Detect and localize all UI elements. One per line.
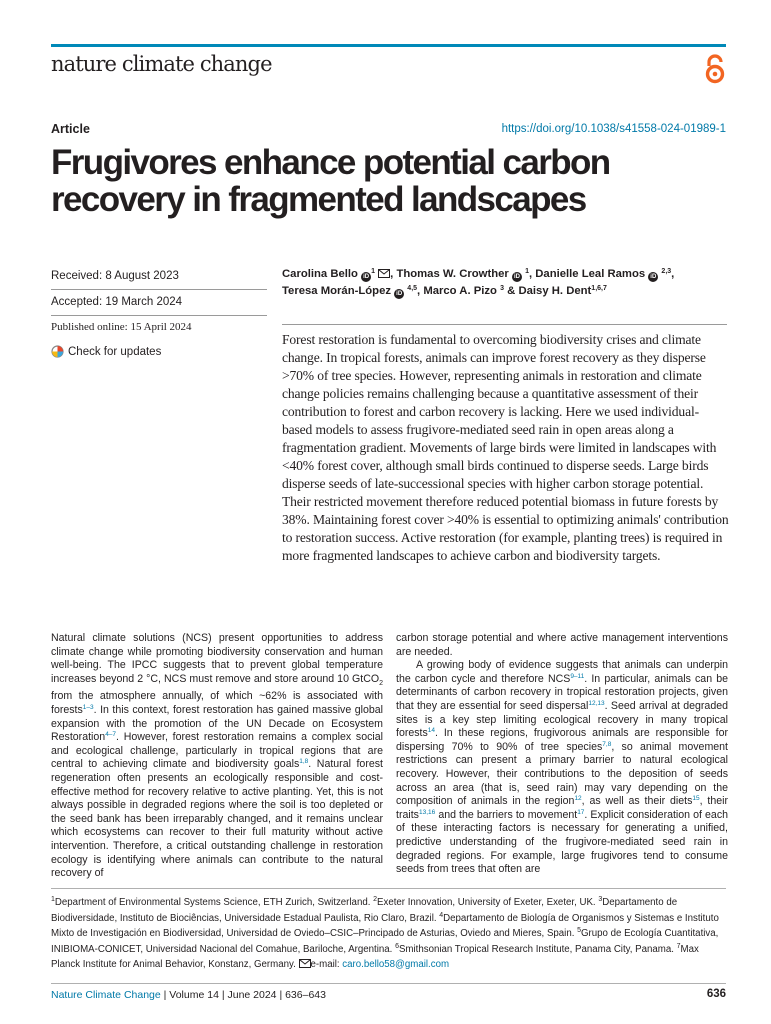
check-updates-label: Check for updates [68,345,162,358]
abstract: Forest restoration is fundamental to overcoming biodiversity crises and climate change. In tropical forests, animals can improve forest recovery as they disperse >70% of tree species. However, representing animals in restoration and climate change policies remains challenging because a quantitative assessment of their contribution to forest and carbon recovery is lacking. Here we used individual-based models to assess frugivore-mediated seed rain in open areas along a fragmentation gradient. Movements of large birds were limited in landscapes with <40% forest cover, although small birds continued to disperse seeds. Large birds disperse seeds of late-successional species with higher carbon storage potential. Their restricted movement therefore reduced potential biomass in future forests by 38%. Maintaining forest cover >40% is essential to optimizing animals' contribution to restoration success. Active restoration (for example, planting trees) is required in more fragmented landscapes to achieve carbon and biodiversity targets. [282,332,729,563]
reference-link[interactable]: 13,16 [418,808,436,816]
affiliation-number: 6 [395,942,399,950]
affiliation: Departamento de Biodiversidade, Instituto de Biociências, Universidade Estadual Paulista, Rio Claro, Brazil. [51,897,678,924]
reference-link[interactable]: 4–7 [105,731,117,739]
body-text: . However, forest restoration remains a complex social and ecological challenge, particularly in tropical regions that are central to achieving climate and biodiversity goals [51,731,383,771]
reference-link[interactable]: 17 [577,808,585,816]
body-text: , their traits [396,795,728,821]
body-paragraph: carbon storage potential and where active management interventions are needed. [396,632,728,658]
envelope-icon[interactable] [378,269,390,278]
author-name[interactable]: Marco A. Pizo [423,285,497,297]
body-text: . In these regions, frugivorous animals are responsible for dispersing 70% to 90% of tree species [396,727,728,753]
reference-link[interactable]: 1–3 [82,704,94,712]
body-paragraph [396,659,728,877]
author-name[interactable]: Danielle Leal Ramos [535,268,646,280]
body-text: A growing body of evidence suggests that animals can underpin the carbon cycle and therefore NCS [396,659,728,685]
affiliation-sup: 2,3 [661,268,672,275]
check-updates-button[interactable] [51,345,161,358]
affiliation-number: 7 [676,942,681,950]
header-accent-bar [51,44,726,47]
footnote-divider [51,888,726,889]
accepted-date: Accepted: 19 March 2024 [51,296,183,308]
meta-divider [51,289,267,290]
page-number: 636 [706,988,726,1000]
orcid-icon[interactable]: iD [513,274,520,280]
author-name[interactable]: Thomas W. Crowther [396,268,509,280]
body-text: . Natural forest regeneration often presents an ecologically responsible and cost-effective method for recovery relative to active planting. Yet, this is not always possible in degraded regions where the soil is too depleted or the seed bank has been irreparably changed, and it remains unclear which ecosystems can recover to their full maturity without active intervention. Therefore, a critical outstanding challenge in restoration ecology is identifying where animals can contribute to the natural recovery of [51,758,383,880]
affiliation-sup: 4,5 [407,285,418,292]
reference-link[interactable]: 7,8 [602,740,612,748]
received-date: Received: 8 August 2023 [51,270,179,282]
affiliation: Max Planck Institute for Animal Behavior, Konstanz, Germany. [51,943,699,970]
body-text: , so animal movement restrictions can present a primary barrier to natural ecological recovery. However, their contributions to the deposition of seeds across an area (that is, seed rain) may vary depending on the composition of animals in the region [396,740,728,808]
body-column-left [51,632,383,881]
footer-journal-link[interactable]: Nature Climate Change [51,989,161,1001]
email-link[interactable]: caro.bello58@gmail.com [342,959,450,970]
open-access-icon[interactable] [704,53,726,85]
published-date: Published online: 15 April 2024 [51,321,192,333]
affiliation-number: 2 [373,896,378,903]
affiliation: Department of Environmental Systems Science, ETH Zurich, Switzerland. [54,897,374,908]
affiliation-sup: 3 [500,285,505,292]
article-type: Article [51,122,90,136]
reference-link[interactable]: 12 [574,795,582,803]
body-column-right [396,632,728,877]
affiliation-sup: 1 [371,268,376,275]
meta-divider [51,315,267,316]
body-text: . Explicit consideration of each of these interacting factors is necessary for generating a unified, predictive understanding of the frugivore-mediated seed rain in degraded regions. For example, large frugivores tend to consume seeds from trees that often are [396,808,729,876]
affiliation: Departamento de Biología de Organismos y Sistemas e Instituto Mixto de Investigación en Biodiversidad, Universidad de Oviedo–CSIC–Principado de Asturias, Oviedo and Mieres, Spain. [51,912,719,939]
author-list: Carolina Bello $iD^1$ , Thomas W. Crowther iD $^1$, Danielle Leal Ramos iD $^{2,3}$, Teresa Morán-López iD $^{4,5}$, Marco A. Pizo $^3$ & Daisy H. Dent$^{1,6,7}$ [282,268,675,297]
affiliation-sup: 1,6,7 [591,285,607,292]
reference-link[interactable]: 15 [692,795,700,803]
affiliation-number: 1 [51,896,55,903]
author-name[interactable]: Daisy H. Dent [518,285,592,297]
orcid-icon[interactable]: iD [650,274,657,280]
author-name[interactable]: Teresa Morán-López [282,285,392,297]
reference-link[interactable]: 9–11 [570,672,585,680]
footer-volume: | Volume 14 | June 2024 | 636–643 [160,989,326,1001]
affiliation-number: 4 [439,911,444,919]
email-label: e-mail: [310,959,343,970]
footer-citation [51,989,326,1001]
affiliation-number: 5 [577,927,582,934]
body-text: Natural climate solutions (NCS) present opportunities to address climate change while promoting biodiversity conservation and human well-being. The IPCC suggests that to prevent global temperature increases beyond 2 °C, NCS must remove and store around 10 GtCO [51,632,383,685]
body-text: and the barriers to movement [435,808,578,821]
article-title: Frugivores enhance potential carbon recovery in fragmented landscapes [51,143,610,219]
subscript: 2 [379,679,383,687]
check-updates-icon [51,345,64,358]
affiliation-number: 3 [598,896,603,903]
body-text: . In particular, animals can be determinants of carbon recovery in tropical restoration projects, given that they are essential for seed dispersal [396,672,728,712]
body-text: , as well as their diets [581,795,693,808]
reference-link[interactable]: 1,8 [299,758,309,766]
reference-link[interactable]: 14 [427,727,436,735]
footer-divider [51,983,726,984]
affiliation-sup: 1 [525,268,529,275]
author-conjunction: & [507,285,516,297]
body-text: from the atmosphere annually, of which ~62% is associated with forests [51,690,383,717]
affiliation: Exeter Innovation, University of Exeter, Exeter, UK. [377,897,599,908]
reference-link[interactable]: 12,13 [588,699,605,707]
body-text: . Seed arrival at degraded sites is a key step limiting ecological recovery in many tropical forests [396,699,728,740]
abstract-divider [282,324,727,325]
envelope-icon [299,959,311,968]
affiliation: Grupo de Ecología Cuantitativa, INIBIOMA-CONICET, Universidad Nacional del Comahue, Bariloche, Argentina. [51,928,719,955]
doi-link[interactable]: https://doi.org/10.1038/s41558-024-01989-1 [501,123,726,135]
body-text: . In this context, forest restoration has gained massive global expansion with the promotion of the UN Decade on Ecosystem Restoration [51,704,383,744]
journal-name: nature climate change [51,52,272,76]
affiliation: Smithsonian Tropical Research Institute, Panama City, Panama. [398,943,677,955]
body-paragraph [51,632,383,881]
orcid-icon[interactable]: iD [363,274,370,280]
orcid-icon[interactable]: iD [396,291,403,297]
affiliations-footnote [51,895,726,973]
author-name[interactable]: Carolina Bello [282,268,358,280]
